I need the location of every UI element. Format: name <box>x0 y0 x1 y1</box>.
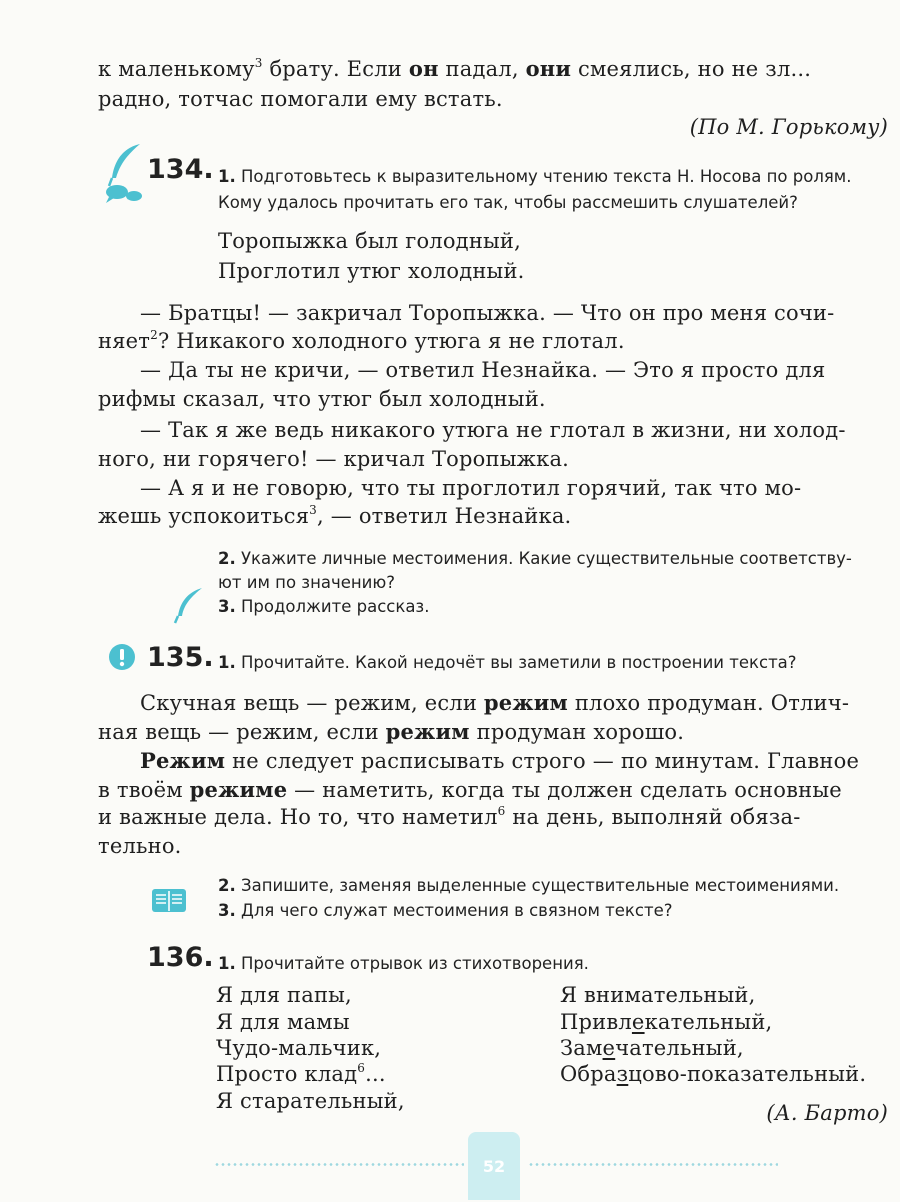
exercise-136-number: 136. <box>147 942 214 973</box>
ex135-text-line5: и важные дела. Но то, что наметил$^6$ на день, выполняй обяза- <box>98 804 801 829</box>
ex135-text-line6: тельно. <box>98 834 182 858</box>
ex135-text-line3: Режим не следует расписывать строго — по минутам. Главное <box>140 748 860 773</box>
ex134-text-line1: — Братцы! — закричал Торопыжка. — Что он про меня сочи- <box>140 301 835 325</box>
ex135-text-line4: в твоём режиме — наметить, когда ты должен сделать основные <box>98 777 842 802</box>
quote-source: (По М. Горькому) <box>689 115 888 139</box>
ex134-task2-line2: ют им по значению? <box>218 573 396 592</box>
ex134-text-line7: — А я и не говорю, что ты проглотил горячий, так что мо- <box>140 476 802 500</box>
ex135-task3: 3. Для чего служат местоимения в связном тексте? <box>218 901 673 920</box>
ex134-text-line4: рифмы сказал, что утюг был холодный. <box>98 387 546 411</box>
quill-icon <box>170 586 206 624</box>
poem-right-line2: Привлекательный, <box>560 1010 773 1034</box>
footer-dots-right <box>528 1163 778 1166</box>
exercise-135-number: 135. <box>147 642 214 673</box>
ex134-text-line3: — Да ты не кричи, — ответил Незнайка. — Это я просто для <box>140 358 826 382</box>
poem-left-line1: Я для папы, <box>216 983 352 1007</box>
ex134-text-line8: жешь успокоиться$^3$, — ответил Незнайка. <box>98 503 572 528</box>
ex134-poem-line1: Торопыжка был голодный, <box>218 229 521 253</box>
ex134-task1-line2: Кому удалось прочитать его так, чтобы рассмешить слушателей? <box>218 193 798 212</box>
poem-left-line5: Я старательный, <box>216 1089 405 1113</box>
ex136-task1: 1. Прочитайте отрывок из стихотворения. <box>218 954 589 973</box>
poem-source: (А. Барто) <box>766 1101 888 1125</box>
ex135-text-line1: Скучная вещь — режим, если режим плохо продуман. Отлич- <box>140 690 850 715</box>
ex134-task3: 3. Продолжите рассказ. <box>218 597 430 616</box>
book-icon <box>151 886 187 914</box>
ex134-poem-line2: Проглотил утюг холодный. <box>218 259 525 283</box>
ex134-text-line2: няет$^2$? Никакого холодного утюга я не глотал. <box>98 328 625 353</box>
ex134-task2-line1: 2. Укажите личные местоимения. Какие существительные соответству- <box>218 549 852 568</box>
ex134-task1-line1: 1. Подготовьтесь к выразительному чтению текста Н. Носова по ролям. <box>218 167 852 186</box>
poem-right-line4: Образцово-показательный. <box>560 1062 867 1086</box>
exercise-134-number: 134. <box>147 154 214 185</box>
ex135-task1: 1. Прочитайте. Какой недочёт вы заметили в построении текста? <box>218 653 797 672</box>
ex135-task2: 2. Запишите, заменяя выделенные существительные местоимениями. <box>218 876 840 895</box>
footer-dots-left <box>214 1163 464 1166</box>
poem-left-line2: Я для мамы <box>216 1010 350 1034</box>
top-line-2: радно, тотчас помогали ему встать. <box>98 87 503 111</box>
ex134-text-line5: — Так я же ведь никакого утюга не глотал в жизни, ни холод- <box>140 418 846 442</box>
top-line-1: к маленькому$^3$ брату. Если он падал, они смеялись, но не зл... <box>98 56 812 81</box>
page-number: 52 <box>468 1132 520 1200</box>
poem-right-line3: Замечательный, <box>560 1036 744 1060</box>
ex135-text-line2: ная вещь — режим, если режим продуман хорошо. <box>98 719 685 744</box>
poem-left-line3: Чудо-мальчик, <box>216 1036 382 1060</box>
quill-speech-icon <box>100 140 146 204</box>
poem-right-line1: Я внимательный, <box>560 983 756 1007</box>
exclamation-icon <box>108 643 136 671</box>
poem-left-line4: Просто клад$^6$... <box>216 1061 386 1086</box>
ex134-text-line6: ного, ни горячего! — кричал Торопыжка. <box>98 447 570 471</box>
